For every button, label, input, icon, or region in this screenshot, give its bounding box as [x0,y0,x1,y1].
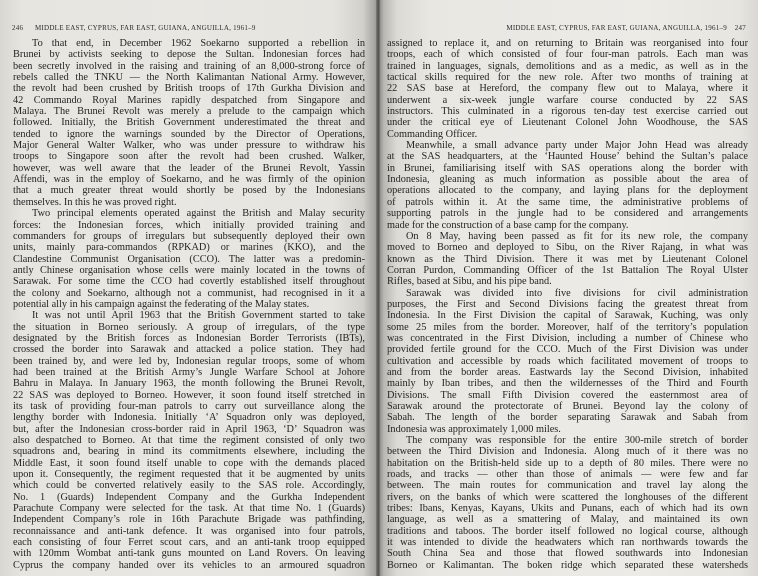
text-line: of patrols within it. At the same time, the administrative problems of [387,196,748,208]
text-line: forces: the Indonesian forces, which initially provided training and [13,219,365,231]
text-line: units, mainly para-commandos (RPKAD) or marines (KKO), and the [13,242,365,254]
text-line: South China Sea and those that flowed southwards into Indonesian [387,548,748,560]
text-line: Rifles, based at Sibu, and his pipe band. [387,276,552,288]
text-line: roads, and tracks — other than those of animals — were few and far [387,469,748,481]
text-line: but, after the Indonesian cross-border raid in April 1963, ‘D’ Squadron was [13,423,365,435]
text-line: some 25 miles from the border. Moreover, half of the territory’s population [387,321,748,333]
text-line: tactical skills required for the new role. After two months of training at [387,72,748,84]
text-line: Corran Purdon, Commanding Officer of the 1st Battalion The Royal Ulster [387,264,748,276]
text-line: purposes, the First and Second Divisions facing the greatest threat from [387,298,748,310]
text-line: been trained by, and were led by, Indonesian regular troops, some of whom [13,355,365,367]
text-line: mainly by Iban tribes, and then the wildernesses of the Third and Fourth [387,378,748,390]
text-line: rivers, on the banks of which were scattered the longhouses of the different [387,491,748,503]
text-line: instructors. This culminated in a rigorous ten-day test exercise carried out [387,106,748,118]
text-line: language, as well as a smattering of Malay, and maintained its own [387,514,748,526]
text-line: at the SAS headquarters, at the ‘Haunted House’ behind the Sultan’s palace [387,151,748,163]
text-line: themselves. In this he was proved right. [13,196,177,208]
text-line: No. 1 (Guards) Independent Company and the Gurkha Independent [13,491,365,503]
text-line: rebels called the TNKU — the North Kalimantan National Army. However, [13,72,365,84]
text-line: been secretly involved in the raising and training of an 8,000-strong force of [13,60,365,72]
text-line: each consisting of four Ferret scout cars, and an anti-tank troop equipped [13,537,365,549]
text-line: designated by the British forces as Indonesian Border Terrorists (IBTs), [13,332,365,344]
text-line: provided fertile ground for the CCO. Much of the First Division was under [387,344,748,356]
text-line: habitation on the British-held side up to a depth of 80 miles. There were no [387,457,748,469]
text-line: tribes: Ibans, Kenyas, Kayans, Ukits and Punans, each of which had its own [387,503,748,515]
page-number: 246 [12,24,24,32]
text-line: It was not until April 1963 that the British Government started to take [32,310,365,322]
text-line: Major General Walter Walker, who was under pressure to withdraw his [13,140,365,152]
page-body [13,38,365,571]
text-line: supporting patrols in the jungle had to be considered and arrangements [387,208,748,220]
book-spine [376,0,380,576]
text-line: potential ally in his campaign against the federating of the Malay states. [13,298,310,310]
text-line: The company was responsible for the entire 300-mile stretch of border [406,435,748,447]
text-line: 22 SAS base at Hereford, the company flew out to Malaya, where it [387,83,748,95]
text-line: troops, each of which consisted of four four-man patrols. Each man was [387,49,748,61]
text-line: moved to Borneo and deployed to Sibu, on the River Rajang, in what was [387,242,748,254]
text-line: Sabah. The length of the border separating Sarawak and Sabah from [387,412,748,424]
text-line: was concentrated in the First Division, including a number of Chinese who [387,332,748,344]
text-line: assigned to replace it, and on returning to Britain was reorganised into four [387,38,748,49]
text-line: Indonesia. In the First Division the capital of Sarawak, Kuching, was only [387,310,748,322]
text-line: however, was well aware that the leader of the Brunei Revolt, Yassin [13,162,365,174]
text-line: troops to Singapore soon after the revolt had been crushed. Walker, [13,151,365,163]
text-line: Parachute Company were selected for the task. At that time No. 1 (Guards) [13,503,365,515]
text-line: cultivation and accessible by roads which facilitated movement of troops to [387,355,748,367]
text-line: To that end, in December 1962 Soekarno supported a rebellion in [32,38,365,49]
right-page [378,0,758,576]
text-line: with 120mm Wombat anti-tank guns mounted on Land Rovers. On leaving [13,548,365,560]
text-line: Sarawak around the protectorate of Brunei. Beyond lay the colony of [387,401,748,412]
text-line: Malaya. The Brunei Revolt was merely a prelude to the campaign which [13,106,365,118]
text-line: Indonesia was approximately 1,000 miles. [387,423,561,435]
text-line: upon it. Consequently, the regiment requested that it be augmented by units [13,469,365,481]
text-line: it was intended to divide the headwaters which ran northwards towards the [387,537,748,549]
text-line: the situation in Borneo seriously. A group of irregulars, of the type [13,321,365,333]
text-line: operations allocated to the company, and laying plans for the deployment [387,185,748,197]
text-line: its task of providing four-man patrols to carry out surveillance along the [13,401,365,412]
text-line: followed. Initially, the British Government underestimated the threat and [13,117,365,129]
text-line: Bahru in Malaya. In January 1963, the month following the Brunei Revolt, [13,378,365,390]
text-line: which could be converted relatively easily to the SAS role. Accordingly, [13,480,365,492]
text-line: lengthy border with Indonesia. Initially ‘A’ Squadron only was deployed, [13,412,365,424]
text-line: that a much greater threat would shortly be posed by the Indonesians [13,185,365,197]
text-line: Commanding Officer. [387,128,478,140]
text-line: Meanwhile, a small advance party under Major John Head was already [406,140,748,152]
text-line: known as the Third Division. There it was met by Lieutenant Colonel [387,253,748,265]
text-line: Middle East, it soon found itself unable to cope with the demands placed [13,457,365,469]
text-line: Sarawak was divided into five divisions for civil administration [406,287,748,299]
text-line: antly Chinese organisation whose cells were mainly located in the towns of [13,264,365,276]
text-line: Cyprus the company handed over its vehicles to an armoured squadron [13,559,365,571]
text-line: Brunei by activists seeking to depose the Sultan. Indonesian forces had [13,49,365,61]
text-line: crossed the border into Sarawak and attacked a police station. They had [13,344,365,356]
text-line: the revolt had been crushed by British troops of 17th Gurkha Division and [13,83,365,95]
text-line: Affendi, was in the employ of Soekarno, and he was firmly of the opinion [13,174,365,186]
text-line: On 8 May, having been passed as fit for its new role, the company [406,230,748,242]
text-line: reconnaissance and anti-tank defence. It was organised into four patrols, [13,525,365,537]
text-line: under the critical eye of Lieutenant Colonel John Woodhouse, the SAS [387,117,748,129]
text-line: also despatched to Borneo. At that time the regiment consisted of only two [13,435,365,447]
running-title: MIDDLE EAST, CYPRUS, FAR EAST, GUIANA, ANGUILLA, 1961–9 [506,24,727,32]
text-line: traditions and taboos. The border itself followed no logical course, although [387,525,748,537]
text-line: underwent a six-week jungle warfare course conducted by 22 SAS [387,94,748,106]
text-line: squadrons and, bearing in mind its commitments elsewhere, including the [13,446,365,458]
left-page [0,0,378,576]
running-title: MIDDLE EAST, CYPRUS, FAR EAST, GUIANA, ANGUILLA, 1961–9 [35,24,256,32]
text-line: Borneo or Kalimantan. The boken ridge which separated these watersheds [387,559,748,571]
text-line: Divisions. The small Fifth Division covered the easternmost area of [387,389,748,401]
text-line: Indonesia, gleaning as much information as possible about the area of [387,174,748,186]
text-line: made for the construction of a base camp for the company. [387,219,629,231]
text-line: tended to ignore the warnings sounded by the Director of Operations, [13,128,365,140]
text-line: had been trained at the British Army’s Jungle Warfare School at Johore [13,366,365,378]
text-line: commanders for groups of irregulars but subsequently deployed their own [13,230,365,242]
text-line: Two principal elements operated against the British and Malay security [32,208,365,220]
text-line: in Brunei, familiarising itself with SAS operations along the border with [387,162,748,174]
text-line: trained in languages, signals, demolitions and as a medic, as well as in the [387,60,748,72]
text-line: Sarawak. For some time the CCO had covertly established itself throughout [13,276,365,288]
text-line: and from the border areas. Eastwards lay the Second Division, inhabited [387,366,748,378]
page-body [387,38,748,571]
text-line: between. The main routes for communication and travel lay along the [387,480,748,492]
text-line: 22 SAS was deployed to Borneo. However, it soon found itself stretched in [13,389,365,401]
page-number: 247 [734,24,746,32]
text-line: between the Third Division and Indonesia. Along much of it there was no [387,446,748,458]
text-line: Independent Company’s role in 16th Parachute Brigade was pathfinding, [13,514,365,526]
text-line: 42 Commando Royal Marines rapidly despatched from Singapore and [13,94,365,106]
text-line: Clandestine Communist Organisation (CCO). The latter was a predomin- [13,253,365,265]
text-line: the colony and Soekarno, although not a communist, had recognised in it a [13,287,365,299]
